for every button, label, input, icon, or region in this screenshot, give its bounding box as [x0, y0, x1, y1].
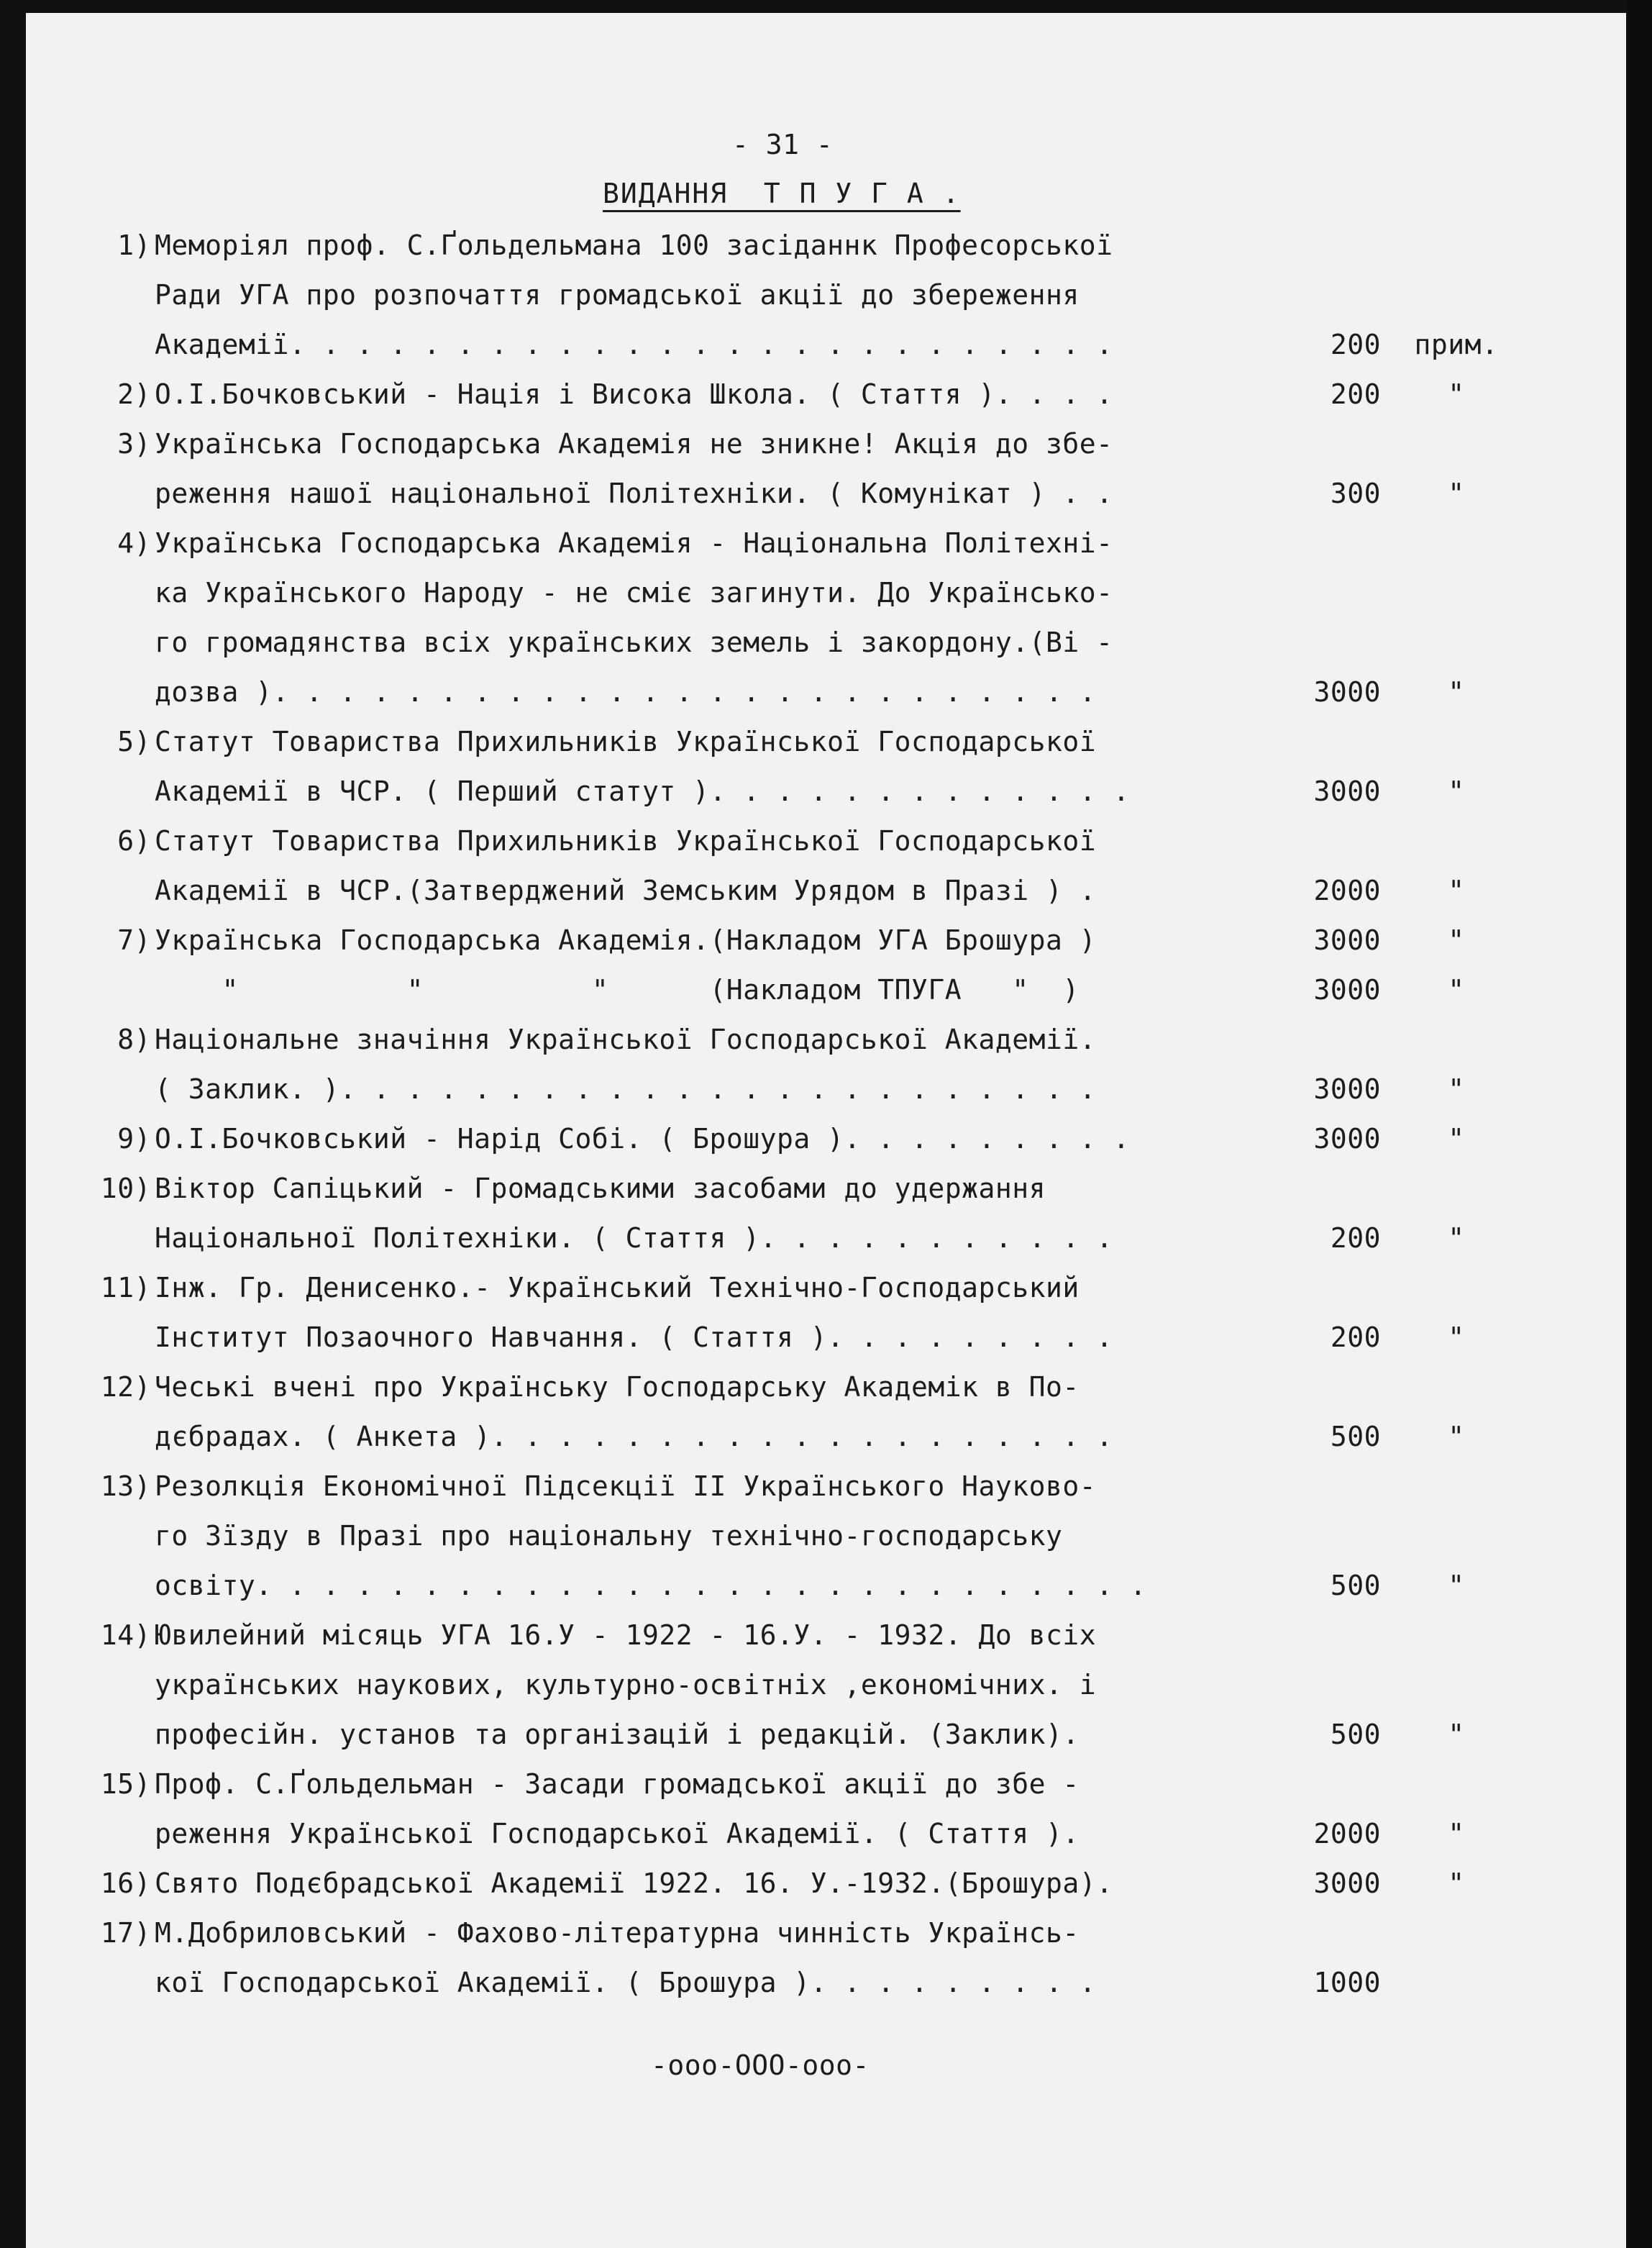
copies-unit: прим. [1414, 329, 1499, 360]
item-text-line: Меморіял проф. С.Ґольдельмана 100 засіданнк Професорської [155, 229, 1113, 261]
copies-count: 200 [1330, 378, 1381, 410]
item-number: 16) [100, 1867, 151, 1899]
item-number: 4) [117, 527, 151, 559]
item-number: 11) [100, 1272, 151, 1303]
item-text-line: Статут Товариства Прихильників Української Господарської [155, 726, 1097, 757]
item-text-line: го громадянства всіх українських земель і закордону.(Ві - [155, 627, 1113, 658]
item-number: 8) [117, 1024, 151, 1055]
item-text-line: дєбрадах. ( Анкета ). . . . . . . . . . . . . . . . . . . [155, 1421, 1113, 1452]
copies-count: 3000 [1313, 775, 1381, 807]
copies-unit: " [1448, 1222, 1465, 1254]
item-text-line: Академії. . . . . . . . . . . . . . . . . . . . . . . . . [155, 329, 1113, 360]
item-number: 5) [117, 726, 151, 757]
copies-count: 3000 [1313, 974, 1381, 1006]
item-text-line: Інж. Гр. Денисенко.- Український Технічно-Господарський [155, 1272, 1080, 1303]
item-number: 7) [117, 924, 151, 956]
item-text-line: го Зїзду в Празі про національну технічно-господарську [155, 1520, 1063, 1552]
item-number: 9) [117, 1123, 151, 1155]
copies-unit: " [1448, 1073, 1465, 1105]
copies-unit: " [1448, 1123, 1465, 1155]
item-number: 15) [100, 1768, 151, 1800]
item-text-line: Свято Подєбрадської Академії 1922. 16. У.-1932.(Брошура). [155, 1867, 1113, 1899]
item-text-line: Національне значіння Української Господарської Академії. [155, 1024, 1097, 1055]
copies-count: 3000 [1313, 1867, 1381, 1899]
item-text-line: реження Української Господарської Академії. ( Стаття ). [155, 1818, 1080, 1849]
item-text-line: ( Заклик. ). . . . . . . . . . . . . . . . . . . . . . . [155, 1073, 1097, 1105]
copies-count: 300 [1330, 478, 1381, 509]
copies-count: 1000 [1313, 1967, 1381, 1998]
copies-unit: " [1448, 478, 1465, 509]
item-text-line: О.І.Бочковський - Нація і Висока Школа. ( Стаття ). . . . [155, 378, 1113, 410]
item-text-line: ка Українського Народу - не сміє загинути. До Українсько- [155, 577, 1113, 609]
copies-count: 3000 [1313, 1073, 1381, 1105]
item-text-line: Резолкція Економічної Підсекції II Українського Науково- [155, 1470, 1097, 1502]
item-number: 10) [100, 1173, 151, 1204]
copies-unit: " [1448, 378, 1465, 410]
copies-unit: " [1448, 924, 1465, 956]
item-text-line: Українська Господарська Академія.(Накладом УГА Брошура ) [155, 924, 1097, 956]
item-text-line: Проф. С.Ґольдельман - Засади громадської акції до збе - [155, 1768, 1080, 1800]
copies-unit: " [1448, 1570, 1465, 1601]
item-text-line: М.Добриловський - Фахово-літературна чинність Українсь- [155, 1917, 1080, 1949]
item-text-line: дозва ). . . . . . . . . . . . . . . . . . . . . . . . . [155, 676, 1097, 708]
copies-count: 2000 [1313, 1818, 1381, 1849]
copies-count: 200 [1330, 1222, 1381, 1254]
copies-count: 2000 [1313, 875, 1381, 906]
copies-count: 500 [1330, 1421, 1381, 1452]
copies-count: 500 [1330, 1719, 1381, 1750]
item-text-line: професійн. установ та організацій і редакцій. (Заклик). [155, 1719, 1080, 1750]
item-number: 12) [100, 1371, 151, 1403]
copies-unit: " [1448, 974, 1465, 1006]
item-number: 1) [117, 229, 151, 261]
item-text-line: Академії в ЧСР. ( Перший статут ). . . . . . . . . . . . . [155, 775, 1130, 807]
item-number: 17) [100, 1917, 151, 1949]
copies-unit: " [1448, 1719, 1465, 1750]
page-title: ВИДАННЯ Т П У Г А . [603, 178, 961, 209]
item-number: 2) [117, 378, 151, 410]
item-text-line: українських наукових, культурно-освітніх ,економічних. і [155, 1669, 1097, 1701]
copies-unit: " [1448, 1421, 1465, 1452]
item-text-line: Ювилейний місяць УГА 16.У - 1922 - 16.У. - 1932. До всіх [155, 1619, 1097, 1651]
end-mark: -ооо-ООО-ооо- [651, 2049, 870, 2081]
scan-edge [1626, 0, 1652, 2248]
copies-count: 200 [1330, 1321, 1381, 1353]
copies-count: 500 [1330, 1570, 1381, 1601]
item-text-line: Українська Господарська Академія - Національна Політехні- [155, 527, 1113, 559]
copies-count: 3000 [1313, 676, 1381, 708]
copies-count: 3000 [1313, 1123, 1381, 1155]
item-text-line: Віктор Сапіцький - Громадськими засобами до удержання [155, 1173, 1046, 1204]
item-number: 13) [100, 1470, 151, 1502]
item-text-line: Чеські вчені про Українську Господарську Академік в По- [155, 1371, 1080, 1403]
item-text-line: Інститут Позаочного Навчання. ( Стаття ). . . . . . . . . [155, 1321, 1113, 1353]
item-text-line: О.І.Бочковський - Нарід Собі. ( Брошура ). . . . . . . . . [155, 1123, 1130, 1155]
item-text-line: Українська Господарська Академія не зникне! Акція до збе- [155, 428, 1113, 460]
item-number: 3) [117, 428, 151, 460]
copies-unit: " [1448, 875, 1465, 906]
copies-unit: " [1448, 775, 1465, 807]
item-text-line: Ради УГА про розпочаття громадської акції до збереження [155, 279, 1080, 311]
item-text-line: реження нашої національної Політехніки. ( Комунікат ) . . [155, 478, 1113, 509]
item-text-line: " " " (Накладом ТПУГА " ) [155, 974, 1080, 1006]
copies-unit: " [1448, 1321, 1465, 1353]
copies-count: 3000 [1313, 924, 1381, 956]
item-number: 6) [117, 825, 151, 857]
copies-unit: " [1448, 1867, 1465, 1899]
item-number: 14) [100, 1619, 151, 1651]
page-number: - 31 - [732, 129, 834, 160]
copies-count: 200 [1330, 329, 1381, 360]
item-text-line: Національної Політехніки. ( Стаття ). . . . . . . . . . . [155, 1222, 1113, 1254]
copies-unit: " [1448, 676, 1465, 708]
item-text-line: Академії в ЧСР.(Затверджений Земським Урядом в Празі ) . [155, 875, 1097, 906]
item-text-line: кої Господарської Академії. ( Брошура ). . . . . . . . . [155, 1967, 1097, 1998]
item-text-line: Статут Товариства Прихильників Української Господарської [155, 825, 1097, 857]
item-text-line: освіту. . . . . . . . . . . . . . . . . . . . . . . . . . . [155, 1570, 1147, 1601]
copies-unit: " [1448, 1818, 1465, 1849]
